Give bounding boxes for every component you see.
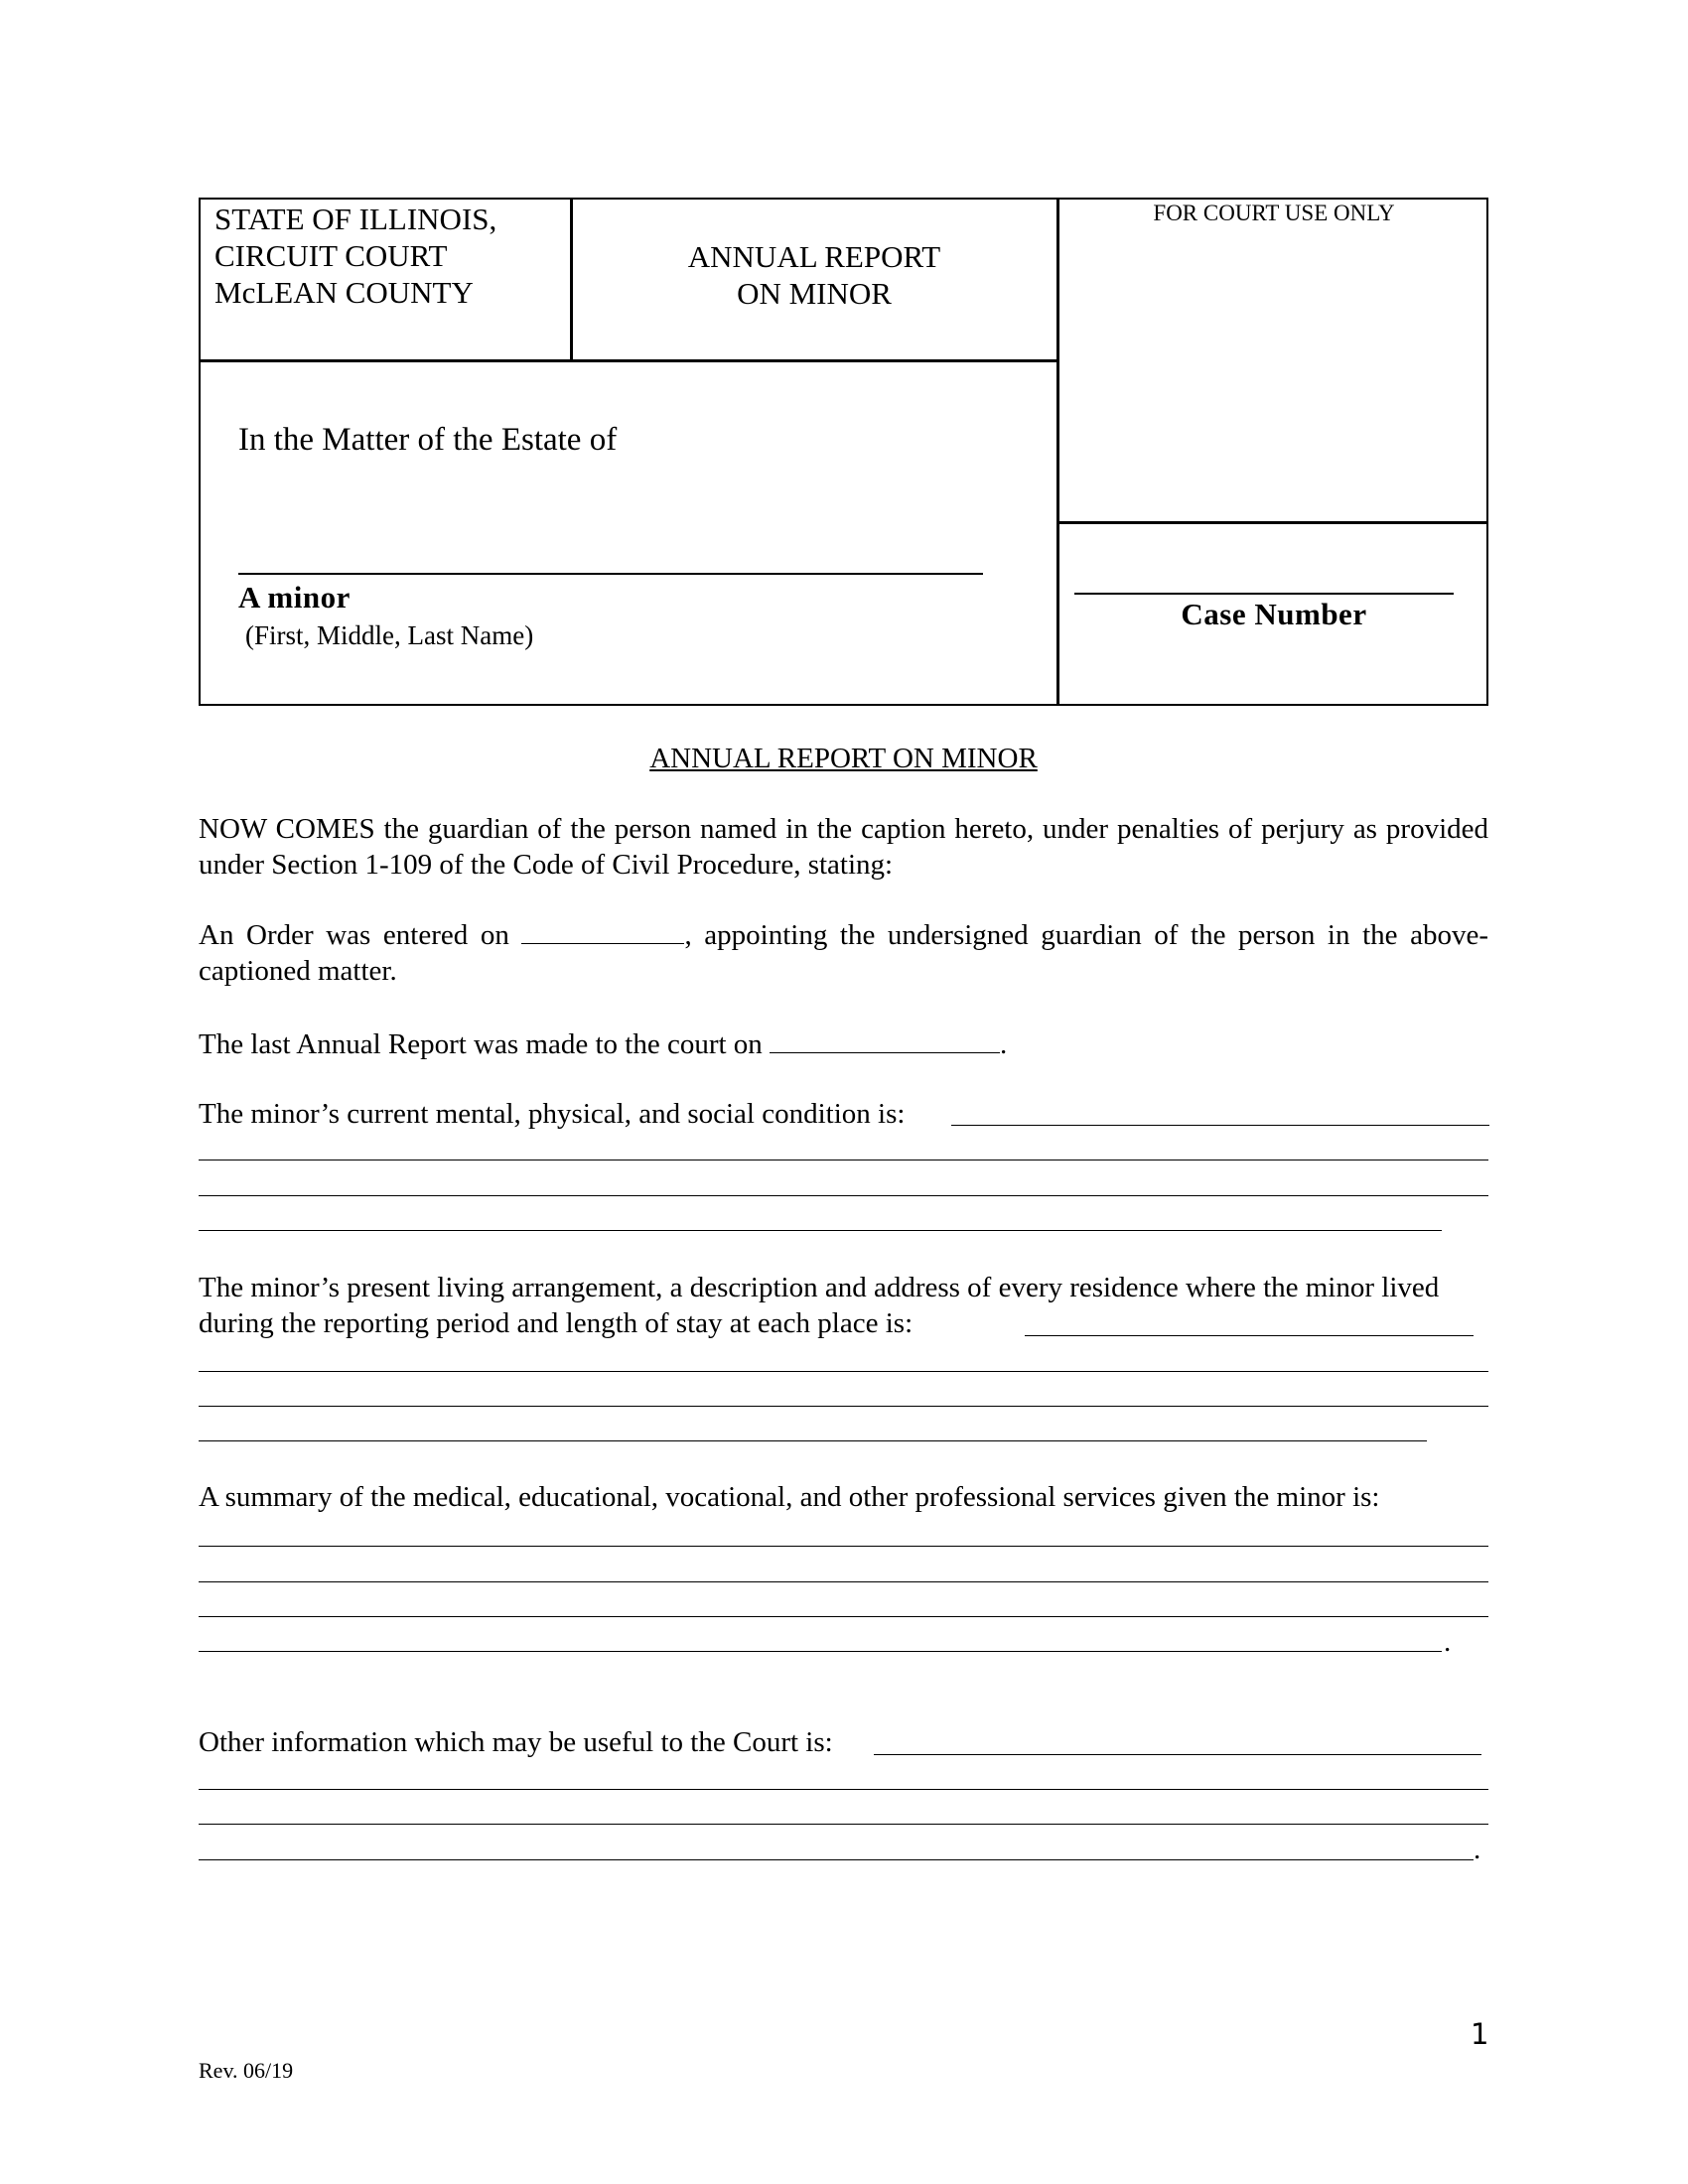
form-title-line-2: ON MINOR <box>737 276 892 311</box>
order-text-after: , appointing the undersigned guardian of the person in the above-captioned matter. <box>199 919 1488 987</box>
form-title-line-1: ANNUAL REPORT <box>687 239 941 274</box>
last-report-text: The last Annual Report was made to the court on <box>199 1028 763 1060</box>
court-line-state: STATE OF ILLINOIS, <box>214 202 497 236</box>
form-title <box>571 238 1057 312</box>
services-period: . <box>1444 1626 1452 1658</box>
last-report-paragraph <box>199 1026 1488 1062</box>
court-identification <box>214 201 496 311</box>
other-line-1[interactable] <box>874 1754 1481 1755</box>
court-use-label: FOR COURT USE ONLY <box>1153 201 1395 225</box>
services-line-1[interactable] <box>199 1546 1488 1547</box>
last-report-period: . <box>1000 1028 1008 1060</box>
other-line-2[interactable] <box>199 1789 1488 1790</box>
living-line-4[interactable] <box>199 1440 1427 1441</box>
other-line-3[interactable] <box>199 1824 1488 1825</box>
page-number: 1 <box>1471 2017 1489 2051</box>
case-number-field[interactable] <box>1074 593 1454 595</box>
court-line-circuit: CIRCUIT COURT <box>214 238 448 273</box>
case-number-label: Case Number <box>1181 597 1367 631</box>
last-report-date-field[interactable] <box>770 1026 1000 1053</box>
order-date-field[interactable] <box>521 917 684 944</box>
minor-name-hint: (First, Middle, Last Name) <box>245 620 534 650</box>
services-line-3[interactable] <box>199 1616 1488 1617</box>
minor-name-field[interactable] <box>238 573 983 575</box>
services-line-2[interactable] <box>199 1581 1488 1582</box>
services-line-4[interactable] <box>199 1651 1442 1652</box>
living-line-1[interactable] <box>1025 1335 1474 1336</box>
services-label: A summary of the medical, educational, vocational, and other professional services given the minor is: <box>199 1481 1380 1513</box>
living-line-2[interactable] <box>199 1371 1488 1372</box>
estate-matter-label: In the Matter of the Estate of <box>238 422 618 458</box>
other-line-4[interactable] <box>199 1859 1474 1860</box>
order-paragraph <box>199 917 1488 989</box>
condition-label: The minor’s current mental, physical, and social condition is: <box>199 1098 906 1130</box>
order-text-before: An Order was entered on <box>199 919 509 951</box>
living-arrangement-label: The minor’s present living arrangement, a description and address of every residence where the minor lived during the reporting period and length of stay at each place is: <box>199 1272 1440 1339</box>
caption-divider-horizontal-left <box>200 359 1057 362</box>
document-heading: ANNUAL REPORT ON MINOR <box>649 743 1038 774</box>
condition-line-4[interactable] <box>199 1230 1442 1231</box>
revision-label: Rev. 06/19 <box>199 2058 294 2083</box>
condition-line-3[interactable] <box>199 1195 1488 1196</box>
court-line-county: McLEAN COUNTY <box>214 275 474 310</box>
other-info-label: Other information which may be useful to the Court is: <box>199 1726 833 1758</box>
living-line-3[interactable] <box>199 1406 1488 1407</box>
condition-line-1[interactable] <box>951 1125 1489 1126</box>
other-period: . <box>1474 1834 1481 1865</box>
minor-label: A minor <box>238 580 351 614</box>
intro-paragraph: NOW COMES the guardian of the person named in the caption hereto, under penalties of perjury as provided under Section 1-109 of the Code of Civil Procedure, stating: <box>199 813 1488 881</box>
caption-divider-horizontal-right <box>1057 521 1487 524</box>
